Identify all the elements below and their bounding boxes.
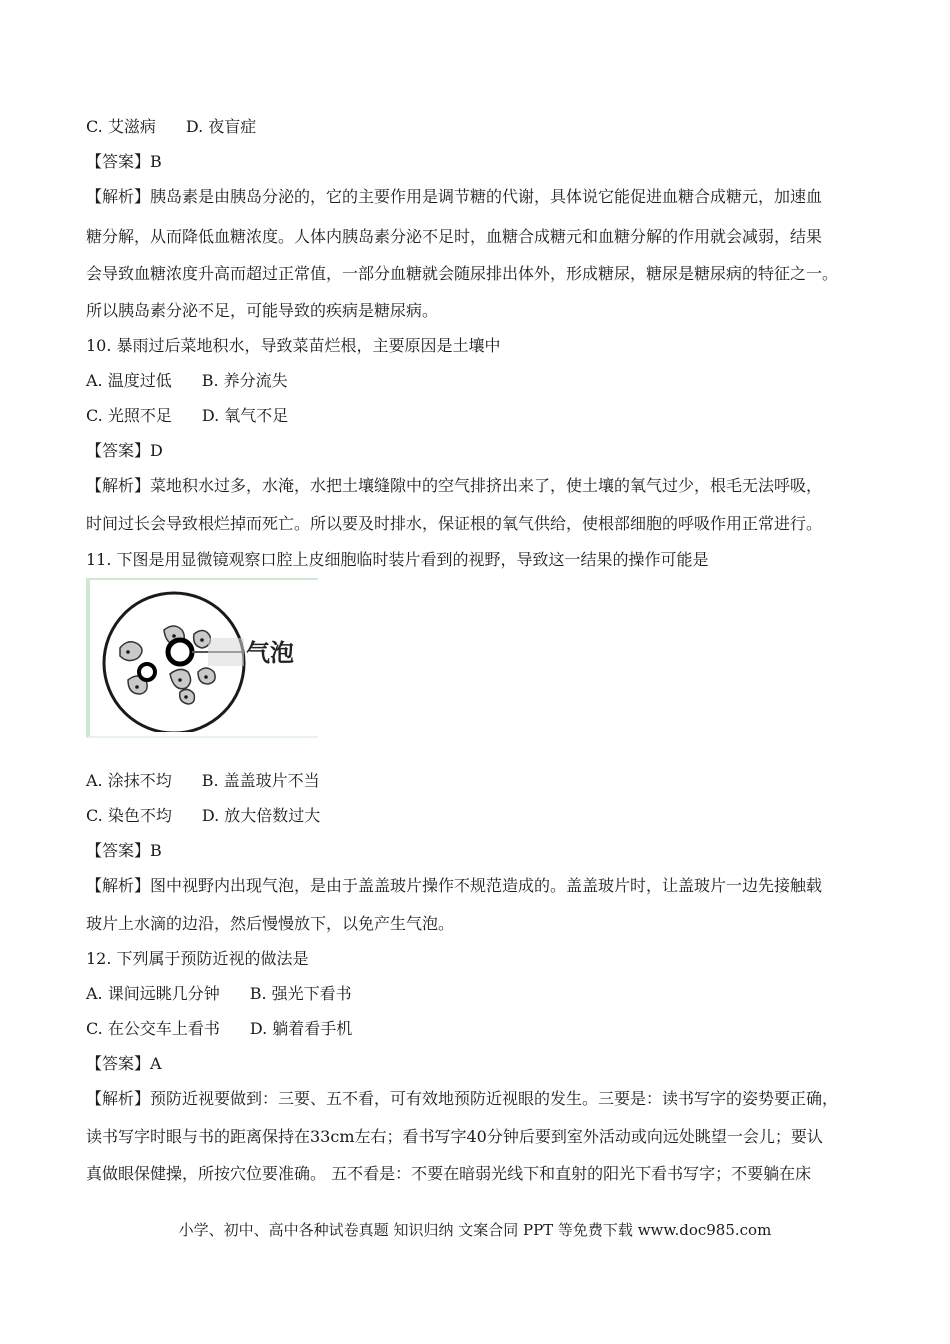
answer-line: 【答案】A xyxy=(86,1054,162,1073)
analysis-line: 玻片上水滴的边沿，然后慢慢放下，以免产生气泡。 xyxy=(86,914,455,933)
option-line: A. 温度过低 B. 养分流失 xyxy=(86,371,288,390)
analysis-line: 真做眼保健操，所按穴位要准确。 五不看是：不要在暗弱光线下和直射的阳光下看书写字；不要躺在床 xyxy=(86,1164,812,1183)
option-line: C. 染色不均 D. 放大倍数过大 xyxy=(86,806,321,825)
analysis-line: 所以胰岛素分泌不足，可能导致的疾病是糖尿病。 xyxy=(86,301,439,320)
question-line: 11. 下图是用显微镜观察口腔上皮细胞临时装片看到的视野，导致这一结果的操作可能是 xyxy=(86,550,709,569)
question-line: 10. 暴雨过后菜地积水，导致菜苗烂根，主要原因是土壤中 xyxy=(86,336,501,355)
analysis-line: 【解析】预防近视要做到：三要、五不看，可有效地预防近视眼的发生。三要是：读书写字的姿势要正确， xyxy=(86,1089,839,1108)
option-line: C. 在公交车上看书 D. 躺着看手机 xyxy=(86,1019,353,1038)
analysis-line: 读书写字时眼与书的距离保持在33cm左右；看书写字40分钟后要到室外活动或向远处眺望一会儿；要认 xyxy=(86,1127,823,1146)
option-line: A. 课间远眺几分钟 B. 强光下看书 xyxy=(86,984,352,1003)
answer-line: 【答案】B xyxy=(86,152,162,171)
option-line: C. 艾滋病 D. 夜盲症 xyxy=(86,117,257,136)
analysis-line: 【解析】菜地积水过多，水淹，水把土壤缝隙中的空气排挤出来了，使土壤的氧气过少，根毛无法呼吸， xyxy=(86,476,823,495)
option-line: A. 涂抹不均 B. 盖盖玻片不当 xyxy=(86,771,320,790)
bubble-label: 气泡 xyxy=(246,639,294,667)
page-footer: 小学、初中、高中各种试卷真题 知识归纳 文案合同 PPT 等免费下载 www.doc985.com xyxy=(178,1221,772,1239)
microscope-figure xyxy=(86,578,318,738)
option-line: C. 光照不足 D. 氧气不足 xyxy=(86,406,289,425)
answer-line: 【答案】B xyxy=(86,841,162,860)
analysis-line: 会导致血糖浓度升高而超过正常值，一部分血糖就会随尿排出体外，形成糖尿，糖尿是糖尿病的特征之一。 xyxy=(86,264,839,283)
microscope-field-icon xyxy=(90,580,314,732)
analysis-line: 时间过长会导致根烂掉而死亡。所以要及时排水，保证根的氧气供给，使根部细胞的呼吸作用正常进行。 xyxy=(86,514,823,533)
question-line: 12. 下列属于预防近视的做法是 xyxy=(86,949,309,968)
analysis-line: 糖分解，从而降低血糖浓度。人体内胰岛素分泌不足时，血糖合成糖元和血糖分解的作用就会减弱，结果 xyxy=(86,227,823,246)
analysis-line: 【解析】胰岛素是由胰岛分泌的，它的主要作用是调节糖的代谢，具体说它能促进血糖合成糖元，加速血 xyxy=(86,187,823,206)
answer-line: 【答案】D xyxy=(86,441,163,460)
analysis-line: 【解析】图中视野内出现气泡，是由于盖盖玻片操作不规范造成的。盖盖玻片时，让盖玻片一边先接触载 xyxy=(86,876,823,895)
